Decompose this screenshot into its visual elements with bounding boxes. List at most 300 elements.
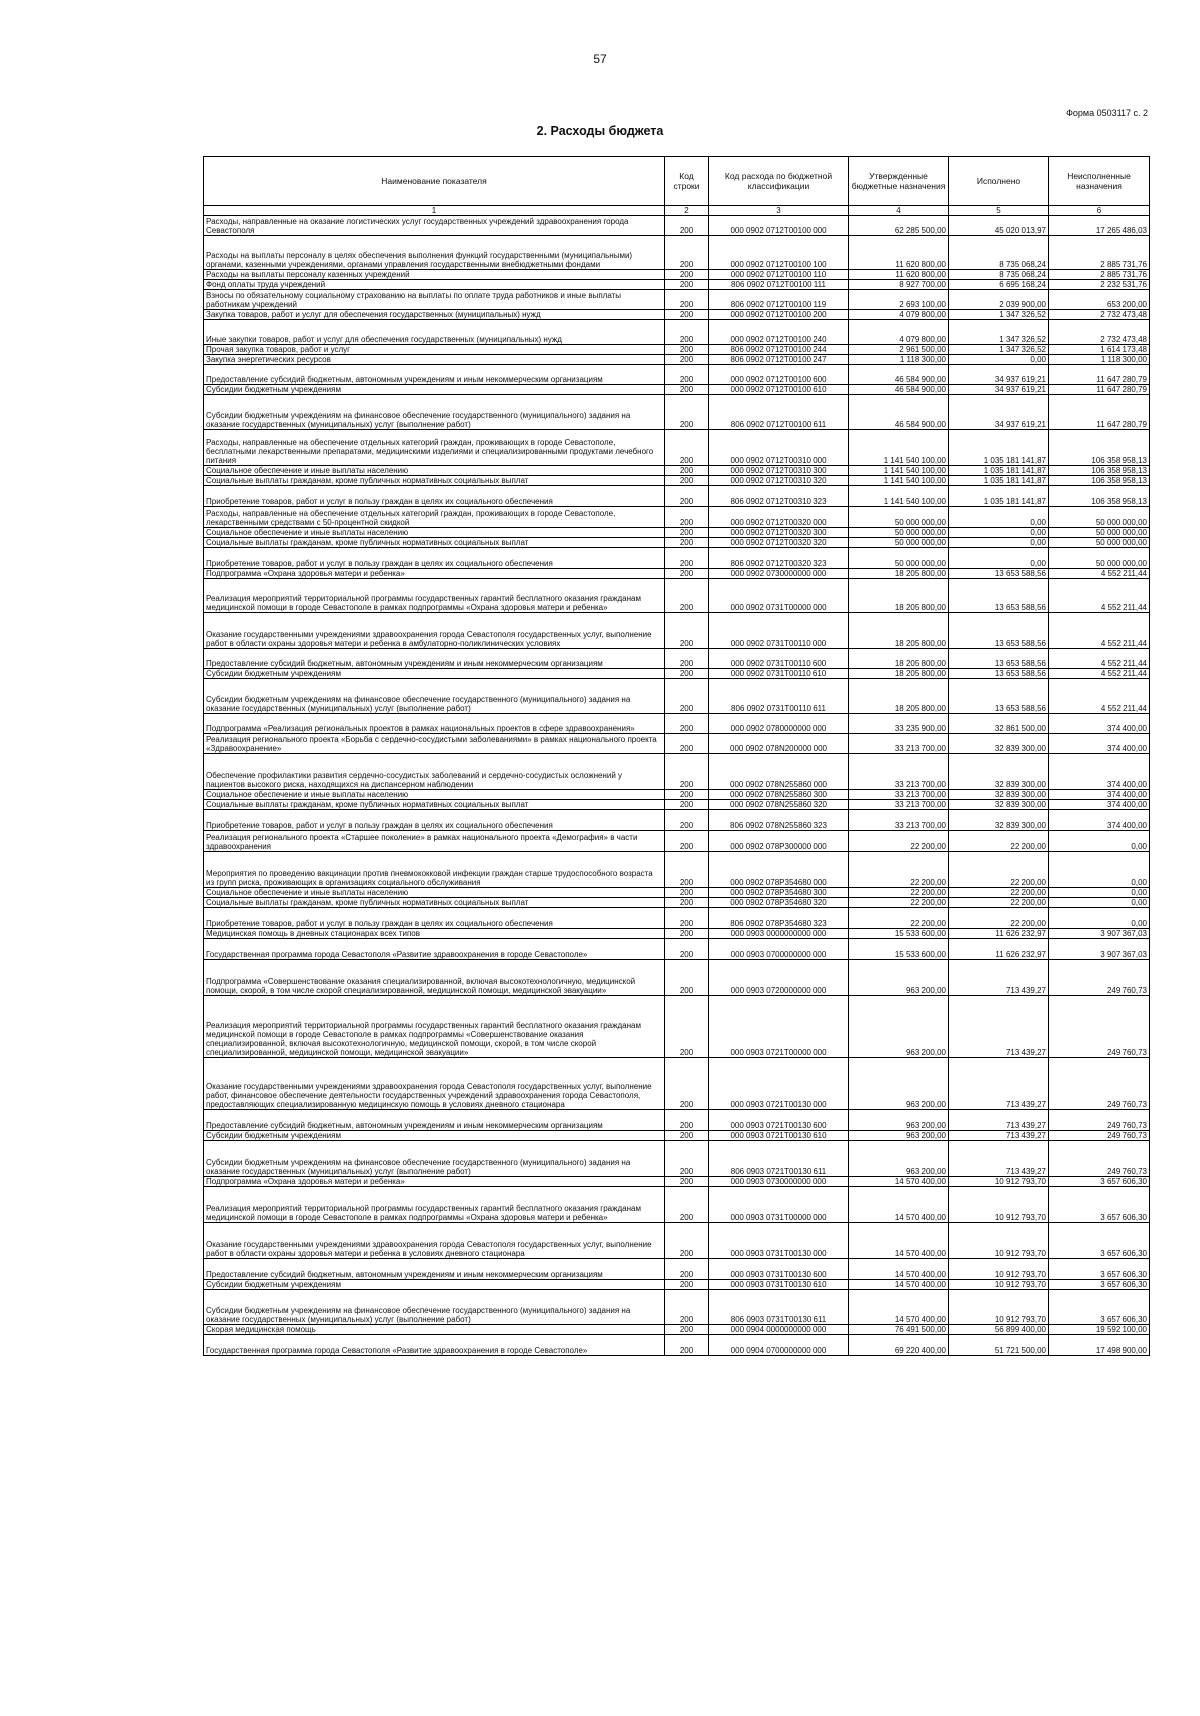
row-approved-cell: 11 620 800,00 xyxy=(849,270,949,280)
row-approved-cell: 69 220 400,00 xyxy=(849,1335,949,1356)
row-budget-code-cell: 000 0902 0712T00100 110 xyxy=(709,270,849,280)
row-budget-code-cell: 000 0902 0780000000 000 xyxy=(709,714,849,734)
row-approved-cell: 46 584 900,00 xyxy=(849,365,949,385)
row-budget-code-cell: 000 0903 0000000000 000 xyxy=(709,929,849,939)
row-line-code-cell: 200 xyxy=(665,1177,709,1187)
row-unexecuted-cell: 50 000 000,00 xyxy=(1049,507,1150,528)
row-approved-cell: 50 000 000,00 xyxy=(849,538,949,548)
table-row xyxy=(204,216,1150,236)
row-executed-cell: 8 735 068,24 xyxy=(949,236,1049,270)
row-executed-cell: 713 439,27 xyxy=(949,1131,1049,1141)
row-approved-cell: 33 213 700,00 xyxy=(849,754,949,790)
row-executed-cell: 0,00 xyxy=(949,548,1049,569)
row-name-cell: Приобретение товаров, работ и услуг в пользу граждан в целях их социального обеспечения xyxy=(204,486,665,507)
row-unexecuted-cell: 0,00 xyxy=(1049,898,1150,908)
row-line-code-cell: 200 xyxy=(665,679,709,714)
table-row xyxy=(204,1280,1150,1290)
table-row xyxy=(204,476,1150,486)
row-budget-code-cell: 000 0902 0730000000 000 xyxy=(709,569,849,579)
row-unexecuted-cell: 653 200,00 xyxy=(1049,290,1150,310)
row-unexecuted-cell: 374 400,00 xyxy=(1049,714,1150,734)
row-name-cell: Оказание государственными учреждениями здравоохранения города Севастополя государственных услуг, выполнение работ в области охраны здоровья матери и ребенка в амбулаторно-поликлинических условиях xyxy=(204,613,665,649)
row-executed-cell: 11 626 232,97 xyxy=(949,929,1049,939)
row-unexecuted-cell: 374 400,00 xyxy=(1049,734,1150,754)
row-line-code-cell: 200 xyxy=(665,216,709,236)
row-unexecuted-cell: 19 592 100,00 xyxy=(1049,1325,1150,1335)
row-line-code-cell: 200 xyxy=(665,579,709,613)
table-row xyxy=(204,548,1150,569)
row-approved-cell: 22 200,00 xyxy=(849,898,949,908)
row-name-cell: Мероприятия по проведению вакцинации против пневмококковой инфекции граждан старше трудоспособного возраста из групп риска, проживающих в организациях социального обслуживания xyxy=(204,852,665,888)
table-row xyxy=(204,395,1150,430)
row-unexecuted-cell: 106 358 958,13 xyxy=(1049,430,1150,466)
row-line-code-cell: 200 xyxy=(665,270,709,280)
table-header-row xyxy=(204,157,1150,206)
row-line-code-cell: 200 xyxy=(665,1141,709,1177)
row-budget-code-cell: 000 0902 0712T00100 100 xyxy=(709,236,849,270)
row-unexecuted-cell: 2 885 731,76 xyxy=(1049,270,1150,280)
row-approved-cell: 14 570 400,00 xyxy=(849,1259,949,1280)
row-executed-cell: 34 937 619,21 xyxy=(949,365,1049,385)
page-number: 57 xyxy=(593,52,607,66)
row-name-cell: Обеспечение профилактики развития сердечно-сосудистых заболеваний и сердечно-сосудистых осложнений у пациентов высокого риска, находящихся на диспансерном наблюдении xyxy=(204,754,665,790)
row-name-cell: Подпрограмма «Охрана здоровья матери и ребенка» xyxy=(204,1177,665,1187)
row-executed-cell: 32 839 300,00 xyxy=(949,800,1049,810)
row-budget-code-cell: 000 0902 0731T00000 000 xyxy=(709,579,849,613)
row-line-code-cell: 200 xyxy=(665,528,709,538)
row-name-cell: Субсидии бюджетным учреждениям xyxy=(204,1280,665,1290)
row-line-code-cell: 200 xyxy=(665,613,709,649)
row-approved-cell: 33 213 700,00 xyxy=(849,734,949,754)
table-row xyxy=(204,1259,1150,1280)
row-approved-cell: 14 570 400,00 xyxy=(849,1290,949,1325)
row-name-cell: Социальное обеспечение и иные выплаты населению xyxy=(204,466,665,476)
row-executed-cell: 1 347 326,52 xyxy=(949,320,1049,345)
row-executed-cell: 0,00 xyxy=(949,528,1049,538)
row-budget-code-cell: 000 0902 0712T00310 300 xyxy=(709,466,849,476)
row-unexecuted-cell: 249 760,73 xyxy=(1049,1058,1150,1110)
row-line-code-cell: 200 xyxy=(665,960,709,996)
row-name-cell: Социальные выплаты гражданам, кроме публичных нормативных социальных выплат xyxy=(204,898,665,908)
row-executed-cell: 22 200,00 xyxy=(949,898,1049,908)
table-row xyxy=(204,280,1150,290)
row-line-code-cell: 200 xyxy=(665,734,709,754)
row-unexecuted-cell: 0,00 xyxy=(1049,888,1150,898)
row-name-cell: Приобретение товаров, работ и услуг в пользу граждан в целях их социального обеспечения xyxy=(204,908,665,929)
row-executed-cell: 6 695 168,24 xyxy=(949,280,1049,290)
row-executed-cell: 713 439,27 xyxy=(949,996,1049,1058)
row-name-cell: Закупка товаров, работ и услуг для обеспечения государственных (муниципальных) нужд xyxy=(204,310,665,320)
row-budget-code-cell: 000 0904 0000000000 000 xyxy=(709,1325,849,1335)
row-line-code-cell: 200 xyxy=(665,852,709,888)
row-approved-cell: 963 200,00 xyxy=(849,960,949,996)
row-name-cell: Подпрограмма «Реализация региональных проектов в рамках национальных проектов в сфере здравоохранения» xyxy=(204,714,665,734)
row-approved-cell: 50 000 000,00 xyxy=(849,507,949,528)
form-code: Форма 0503117 с. 2 xyxy=(1066,108,1148,118)
row-budget-code-cell: 000 0902 0712T00100 200 xyxy=(709,310,849,320)
row-executed-cell: 51 721 500,00 xyxy=(949,1335,1049,1356)
table-row xyxy=(204,1223,1150,1259)
table-row xyxy=(204,528,1150,538)
row-approved-cell: 14 570 400,00 xyxy=(849,1280,949,1290)
row-approved-cell: 22 200,00 xyxy=(849,908,949,929)
row-executed-cell: 1 035 181 141,87 xyxy=(949,476,1049,486)
row-name-cell: Предоставление субсидий бюджетным, автономным учреждениям и иным некоммерческим организациям xyxy=(204,649,665,669)
row-approved-cell: 1 118 300,00 xyxy=(849,355,949,365)
row-executed-cell: 32 839 300,00 xyxy=(949,754,1049,790)
row-approved-cell: 1 141 540 100,00 xyxy=(849,430,949,466)
row-budget-code-cell: 000 0902 0712T00310 000 xyxy=(709,430,849,466)
table-row xyxy=(204,1141,1150,1177)
row-budget-code-cell: 000 0903 0700000000 000 xyxy=(709,939,849,960)
table-row xyxy=(204,734,1150,754)
row-executed-cell: 34 937 619,21 xyxy=(949,395,1049,430)
row-name-cell: Оказание государственными учреждениями здравоохранения города Севастополя государственных услуг, выполнение работ в области охраны здоровья матери и ребенка в условиях дневного стационара xyxy=(204,1223,665,1259)
row-name-cell: Закупка энергетических ресурсов xyxy=(204,355,665,365)
row-line-code-cell: 200 xyxy=(665,290,709,310)
row-unexecuted-cell: 2 232 531,76 xyxy=(1049,280,1150,290)
row-budget-code-cell: 000 0903 0720000000 000 xyxy=(709,960,849,996)
row-unexecuted-cell: 50 000 000,00 xyxy=(1049,528,1150,538)
row-name-cell: Субсидии бюджетным учреждениям xyxy=(204,669,665,679)
row-unexecuted-cell: 0,00 xyxy=(1049,852,1150,888)
row-unexecuted-cell: 11 647 280,79 xyxy=(1049,385,1150,395)
row-executed-cell: 713 439,27 xyxy=(949,1058,1049,1110)
row-unexecuted-cell: 3 907 367,03 xyxy=(1049,939,1150,960)
row-line-code-cell: 200 xyxy=(665,486,709,507)
row-line-code-cell: 200 xyxy=(665,939,709,960)
row-unexecuted-cell: 106 358 958,13 xyxy=(1049,486,1150,507)
row-unexecuted-cell: 2 732 473,48 xyxy=(1049,320,1150,345)
table-row xyxy=(204,486,1150,507)
row-approved-cell: 18 205 800,00 xyxy=(849,669,949,679)
row-name-cell: Субсидии бюджетным учреждениям на финансовое обеспечение государственного (муниципального) задания на оказание государственных (муниципальных) услуг (выполнение работ) xyxy=(204,679,665,714)
row-unexecuted-cell: 50 000 000,00 xyxy=(1049,538,1150,548)
row-unexecuted-cell: 4 552 211,44 xyxy=(1049,613,1150,649)
row-approved-cell: 18 205 800,00 xyxy=(849,649,949,669)
row-unexecuted-cell: 17 265 486,03 xyxy=(1049,216,1150,236)
row-line-code-cell: 200 xyxy=(665,831,709,852)
row-unexecuted-cell: 106 358 958,13 xyxy=(1049,466,1150,476)
table-row xyxy=(204,908,1150,929)
row-unexecuted-cell: 3 657 606,30 xyxy=(1049,1259,1150,1280)
table-row xyxy=(204,236,1150,270)
row-executed-cell: 713 439,27 xyxy=(949,1141,1049,1177)
row-line-code-cell: 200 xyxy=(665,714,709,734)
column-number-row xyxy=(204,206,1150,216)
row-executed-cell: 32 839 300,00 xyxy=(949,790,1049,800)
row-approved-cell: 2 693 100,00 xyxy=(849,290,949,310)
row-unexecuted-cell: 374 400,00 xyxy=(1049,790,1150,800)
row-executed-cell: 22 200,00 xyxy=(949,888,1049,898)
row-unexecuted-cell: 249 760,73 xyxy=(1049,996,1150,1058)
row-executed-cell: 0,00 xyxy=(949,507,1049,528)
row-line-code-cell: 200 xyxy=(665,790,709,800)
row-line-code-cell: 200 xyxy=(665,1259,709,1280)
row-budget-code-cell: 000 0902 0731T00110 610 xyxy=(709,669,849,679)
table-row xyxy=(204,790,1150,800)
row-approved-cell: 963 200,00 xyxy=(849,1141,949,1177)
table-row xyxy=(204,538,1150,548)
row-approved-cell: 1 141 540 100,00 xyxy=(849,476,949,486)
row-approved-cell: 14 570 400,00 xyxy=(849,1187,949,1223)
row-unexecuted-cell: 249 760,73 xyxy=(1049,960,1150,996)
row-approved-cell: 22 200,00 xyxy=(849,888,949,898)
row-name-cell: Социальное обеспечение и иные выплаты населению xyxy=(204,528,665,538)
row-name-cell: Подпрограмма «Охрана здоровья матери и ребенка» xyxy=(204,569,665,579)
row-unexecuted-cell: 2 732 473,48 xyxy=(1049,310,1150,320)
header-approved: Утвержденные бюджетные назначения xyxy=(849,157,949,206)
table-row xyxy=(204,800,1150,810)
header-line-code: Код строки xyxy=(665,157,709,206)
row-approved-cell: 14 570 400,00 xyxy=(849,1177,949,1187)
row-name-cell: Иные закупки товаров, работ и услуг для обеспечения государственных (муниципальных) нужд xyxy=(204,320,665,345)
row-line-code-cell: 200 xyxy=(665,1131,709,1141)
row-name-cell: Приобретение товаров, работ и услуг в пользу граждан в целях их социального обеспечения xyxy=(204,810,665,831)
row-unexecuted-cell: 11 647 280,79 xyxy=(1049,365,1150,385)
row-line-code-cell: 200 xyxy=(665,310,709,320)
row-line-code-cell: 200 xyxy=(665,649,709,669)
table-row xyxy=(204,1131,1150,1141)
row-approved-cell: 963 200,00 xyxy=(849,1131,949,1141)
table-row xyxy=(204,679,1150,714)
row-name-cell: Социальное обеспечение и иные выплаты населению xyxy=(204,790,665,800)
row-line-code-cell: 200 xyxy=(665,1110,709,1131)
row-line-code-cell: 200 xyxy=(665,345,709,355)
row-budget-code-cell: 000 0902 078P300000 000 xyxy=(709,831,849,852)
row-approved-cell: 963 200,00 xyxy=(849,996,949,1058)
row-budget-code-cell: 000 0902 078N200000 000 xyxy=(709,734,849,754)
row-executed-cell: 10 912 793,70 xyxy=(949,1223,1049,1259)
table-row xyxy=(204,466,1150,476)
row-unexecuted-cell: 249 760,73 xyxy=(1049,1110,1150,1131)
table-row xyxy=(204,1110,1150,1131)
row-line-code-cell: 200 xyxy=(665,669,709,679)
row-approved-cell: 33 235 900,00 xyxy=(849,714,949,734)
row-unexecuted-cell: 4 552 211,44 xyxy=(1049,579,1150,613)
row-unexecuted-cell: 4 552 211,44 xyxy=(1049,669,1150,679)
row-name-cell: Субсидии бюджетным учреждениям xyxy=(204,385,665,395)
expenses-table xyxy=(203,156,1150,1356)
row-line-code-cell: 200 xyxy=(665,538,709,548)
row-budget-code-cell: 000 0902 078N255860 300 xyxy=(709,790,849,800)
table-row xyxy=(204,929,1150,939)
row-executed-cell: 0,00 xyxy=(949,538,1049,548)
row-budget-code-cell: 000 0904 0700000000 000 xyxy=(709,1335,849,1356)
header-indicator-name: Наименование показателя xyxy=(204,157,665,206)
row-approved-cell: 18 205 800,00 xyxy=(849,579,949,613)
row-name-cell: Подпрограмма «Совершенствование оказания специализированной, включая высокотехнологичную, медицинской помощи, скорой, в том числе скорой специализированной, медицинской помощи, медицинской эвакуации» xyxy=(204,960,665,996)
row-executed-cell: 10 912 793,70 xyxy=(949,1259,1049,1280)
row-executed-cell: 10 912 793,70 xyxy=(949,1177,1049,1187)
row-name-cell: Реализация мероприятий территориальной программы государственных гарантий бесплатного оказания гражданам медицинской помощи в городе Севастополе в рамках подпрограммы «Совершенствование оказания специализированной, включая высокотехнологичную, медицинской помощи, скорой, в том числе скорой специализированной, медицинской помощи, медицинской эвакуации» xyxy=(204,996,665,1058)
row-unexecuted-cell: 3 907 367,03 xyxy=(1049,929,1150,939)
row-budget-code-cell: 000 0902 0731T00110 600 xyxy=(709,649,849,669)
row-line-code-cell: 200 xyxy=(665,385,709,395)
table-row xyxy=(204,1058,1150,1110)
table-row xyxy=(204,1325,1150,1335)
row-name-cell: Взносы по обязательному социальному страхованию на выплаты по оплате труда работников и иные выплаты работникам учреждений xyxy=(204,290,665,310)
row-line-code-cell: 200 xyxy=(665,1290,709,1325)
row-approved-cell: 963 200,00 xyxy=(849,1110,949,1131)
row-budget-code-cell: 806 0902 0712T00320 323 xyxy=(709,548,849,569)
row-approved-cell: 15 533 600,00 xyxy=(849,939,949,960)
row-executed-cell: 2 039 900,00 xyxy=(949,290,1049,310)
row-name-cell: Социальное обеспечение и иные выплаты населению xyxy=(204,888,665,898)
row-budget-code-cell: 806 0902 078P354680 323 xyxy=(709,908,849,929)
table-row xyxy=(204,385,1150,395)
row-budget-code-cell: 000 0902 0712T00320 320 xyxy=(709,538,849,548)
row-executed-cell: 1 347 326,52 xyxy=(949,310,1049,320)
row-name-cell: Фонд оплаты труда учреждений xyxy=(204,280,665,290)
row-unexecuted-cell: 374 400,00 xyxy=(1049,754,1150,790)
row-line-code-cell: 200 xyxy=(665,1335,709,1356)
row-approved-cell: 14 570 400,00 xyxy=(849,1223,949,1259)
row-line-code-cell: 200 xyxy=(665,466,709,476)
row-unexecuted-cell: 3 657 606,30 xyxy=(1049,1280,1150,1290)
table-row xyxy=(204,365,1150,385)
header-unexecuted: Неисполненные назначения xyxy=(1049,157,1150,206)
row-name-cell: Государственная программа города Севастополя «Развитие здравоохранения в городе Севастополе» xyxy=(204,939,665,960)
row-executed-cell: 45 020 013,97 xyxy=(949,216,1049,236)
row-name-cell: Прочая закупка товаров, работ и услуг xyxy=(204,345,665,355)
table-row xyxy=(204,430,1150,466)
row-approved-cell: 50 000 000,00 xyxy=(849,548,949,569)
row-executed-cell: 713 439,27 xyxy=(949,1110,1049,1131)
row-name-cell: Субсидии бюджетным учреждениям на финансовое обеспечение государственного (муниципального) задания на оказание государственных (муниципальных) услуг (выполнение работ) xyxy=(204,1141,665,1177)
row-line-code-cell: 200 xyxy=(665,996,709,1058)
table-row xyxy=(204,579,1150,613)
row-name-cell: Реализация мероприятий территориальной программы государственных гарантий бесплатного оказания гражданам медицинской помощи в городе Севастополе в рамках подпрограммы «Охрана здоровья матери и ребенка» xyxy=(204,579,665,613)
row-approved-cell: 2 961 500,00 xyxy=(849,345,949,355)
row-executed-cell: 10 912 793,70 xyxy=(949,1187,1049,1223)
row-executed-cell: 11 626 232,97 xyxy=(949,939,1049,960)
row-name-cell: Скорая медицинская помощь xyxy=(204,1325,665,1335)
row-line-code-cell: 200 xyxy=(665,810,709,831)
row-executed-cell: 32 839 300,00 xyxy=(949,810,1049,831)
row-executed-cell: 13 653 588,56 xyxy=(949,569,1049,579)
row-unexecuted-cell: 0,00 xyxy=(1049,908,1150,929)
table-row xyxy=(204,831,1150,852)
row-line-code-cell: 200 xyxy=(665,929,709,939)
table-row xyxy=(204,996,1150,1058)
row-executed-cell: 13 653 588,56 xyxy=(949,613,1049,649)
table-row xyxy=(204,345,1150,355)
row-line-code-cell: 200 xyxy=(665,476,709,486)
row-executed-cell: 1 035 181 141,87 xyxy=(949,430,1049,466)
row-budget-code-cell: 806 0902 0712T00100 247 xyxy=(709,355,849,365)
table-row xyxy=(204,649,1150,669)
row-executed-cell: 13 653 588,56 xyxy=(949,649,1049,669)
row-approved-cell: 50 000 000,00 xyxy=(849,528,949,538)
row-unexecuted-cell: 2 885 731,76 xyxy=(1049,236,1150,270)
row-name-cell: Приобретение товаров, работ и услуг в пользу граждан в целях их социального обеспечения xyxy=(204,548,665,569)
row-budget-code-cell: 806 0902 0731T00110 611 xyxy=(709,679,849,714)
table-row xyxy=(204,810,1150,831)
row-line-code-cell: 200 xyxy=(665,908,709,929)
row-name-cell: Государственная программа города Севастополя «Развитие здравоохранения в городе Севастополе» xyxy=(204,1335,665,1356)
row-name-cell: Предоставление субсидий бюджетным, автономным учреждениям и иным некоммерческим организациям xyxy=(204,365,665,385)
row-budget-code-cell: 000 0903 0731T00130 610 xyxy=(709,1280,849,1290)
row-unexecuted-cell: 11 647 280,79 xyxy=(1049,395,1150,430)
table-row xyxy=(204,852,1150,888)
row-executed-cell: 32 839 300,00 xyxy=(949,734,1049,754)
row-budget-code-cell: 000 0902 078P354680 300 xyxy=(709,888,849,898)
table-row xyxy=(204,888,1150,898)
row-approved-cell: 963 200,00 xyxy=(849,1058,949,1110)
row-executed-cell: 22 200,00 xyxy=(949,852,1049,888)
row-executed-cell: 22 200,00 xyxy=(949,908,1049,929)
table-row xyxy=(204,939,1150,960)
row-approved-cell: 33 213 700,00 xyxy=(849,790,949,800)
column-number: 3 xyxy=(709,206,849,216)
table-row xyxy=(204,714,1150,734)
row-unexecuted-cell: 106 358 958,13 xyxy=(1049,476,1150,486)
row-line-code-cell: 200 xyxy=(665,754,709,790)
column-number: 6 xyxy=(1049,206,1150,216)
row-line-code-cell: 200 xyxy=(665,1187,709,1223)
row-approved-cell: 22 200,00 xyxy=(849,831,949,852)
row-unexecuted-cell: 374 400,00 xyxy=(1049,810,1150,831)
row-approved-cell: 22 200,00 xyxy=(849,852,949,888)
row-budget-code-cell: 806 0902 0712T00100 119 xyxy=(709,290,849,310)
row-name-cell: Социальные выплаты гражданам, кроме публичных нормативных социальных выплат xyxy=(204,476,665,486)
row-line-code-cell: 200 xyxy=(665,1058,709,1110)
row-executed-cell: 10 912 793,70 xyxy=(949,1290,1049,1325)
row-approved-cell: 1 141 540 100,00 xyxy=(849,466,949,476)
column-number: 4 xyxy=(849,206,949,216)
row-executed-cell: 22 200,00 xyxy=(949,831,1049,852)
row-budget-code-cell: 806 0902 0712T00100 244 xyxy=(709,345,849,355)
row-budget-code-cell: 806 0902 078N255860 323 xyxy=(709,810,849,831)
row-name-cell: Субсидии бюджетным учреждениям на финансовое обеспечение государственного (муниципального) задания на оказание государственных (муниципальных) услуг (выполнение работ) xyxy=(204,1290,665,1325)
row-unexecuted-cell: 4 552 211,44 xyxy=(1049,679,1150,714)
row-approved-cell: 15 533 600,00 xyxy=(849,929,949,939)
row-executed-cell: 0,00 xyxy=(949,355,1049,365)
row-budget-code-cell: 000 0902 0712T00320 300 xyxy=(709,528,849,538)
row-budget-code-cell: 000 0903 0731T00130 000 xyxy=(709,1223,849,1259)
row-unexecuted-cell: 17 498 900,00 xyxy=(1049,1335,1150,1356)
row-name-cell: Расходы, направленные на обеспечение отдельных категорий граждан, проживающих в городе Севастополе, лекарственными средствами с 50-процентной скидкой xyxy=(204,507,665,528)
row-line-code-cell: 200 xyxy=(665,430,709,466)
row-executed-cell: 56 899 400,00 xyxy=(949,1325,1049,1335)
table-row xyxy=(204,320,1150,345)
row-line-code-cell: 200 xyxy=(665,355,709,365)
row-unexecuted-cell: 4 552 211,44 xyxy=(1049,649,1150,669)
row-executed-cell: 34 937 619,21 xyxy=(949,385,1049,395)
row-name-cell: Реализация регионального проекта «Борьба с сердечно-сосудистыми заболеваниями» в рамках национального проекта «Здравоохранение» xyxy=(204,734,665,754)
row-line-code-cell: 200 xyxy=(665,395,709,430)
row-approved-cell: 11 620 800,00 xyxy=(849,236,949,270)
row-approved-cell: 8 927 700,00 xyxy=(849,280,949,290)
row-executed-cell: 10 912 793,70 xyxy=(949,1280,1049,1290)
row-approved-cell: 18 205 800,00 xyxy=(849,679,949,714)
column-number: 1 xyxy=(204,206,665,216)
row-budget-code-cell: 806 0903 0731T00130 611 xyxy=(709,1290,849,1325)
row-line-code-cell: 200 xyxy=(665,548,709,569)
row-name-cell: Расходы, направленные на обеспечение отдельных категорий граждан, проживающих в городе Севастополе, бесплатными лекарственными препаратами, медицинскими изделиями и специализированными продуктами лечебного питания xyxy=(204,430,665,466)
row-budget-code-cell: 000 0902 078P354680 320 xyxy=(709,898,849,908)
row-executed-cell: 1 347 326,52 xyxy=(949,345,1049,355)
row-executed-cell: 1 035 181 141,87 xyxy=(949,486,1049,507)
row-line-code-cell: 200 xyxy=(665,569,709,579)
row-line-code-cell: 200 xyxy=(665,1280,709,1290)
row-budget-code-cell: 000 0902 0712T00100 240 xyxy=(709,320,849,345)
row-budget-code-cell: 000 0903 0731T00000 000 xyxy=(709,1187,849,1223)
row-name-cell: Социальные выплаты гражданам, кроме публичных нормативных социальных выплат xyxy=(204,800,665,810)
row-executed-cell: 32 861 500,00 xyxy=(949,714,1049,734)
column-number: 2 xyxy=(665,206,709,216)
